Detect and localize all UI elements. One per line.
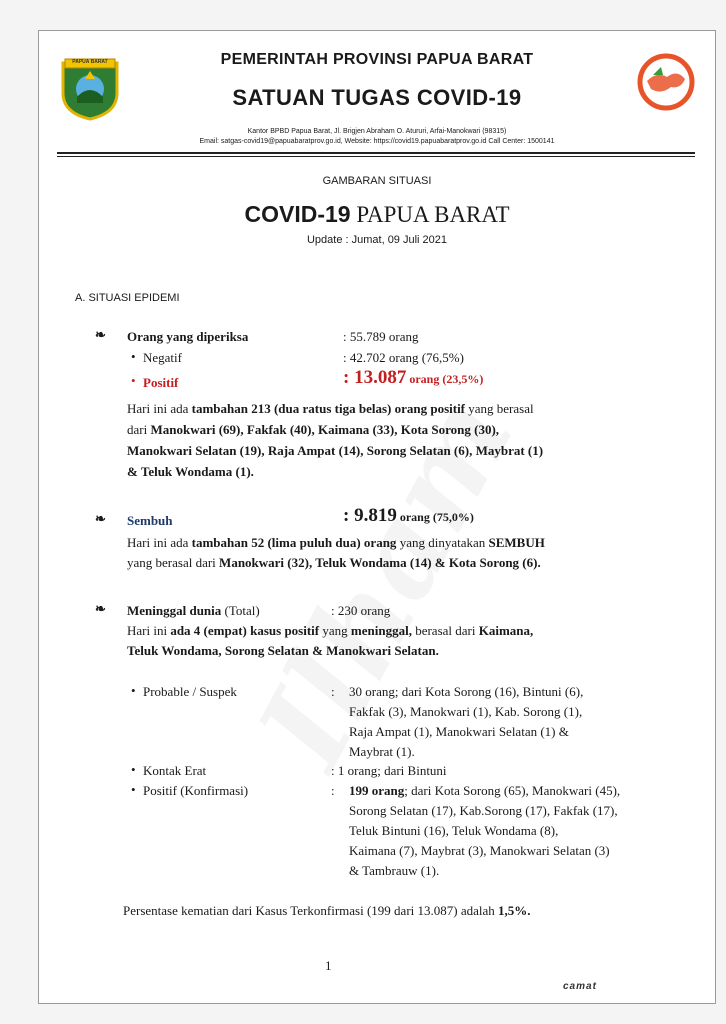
probable-line: Maybrat (1). (349, 744, 415, 759)
negative-value: : 42.702 orang (76,5%) (343, 350, 464, 365)
title-bold: COVID-19 (244, 201, 351, 227)
task-force-title: SATUAN TUGAS COVID-19 (232, 85, 522, 110)
document-title (39, 201, 715, 228)
confirmed-line: Sorong Selatan (17), Kab.Sorong (17), Fakfak (17), (349, 803, 618, 818)
deaths-value: : 230 orang (331, 603, 391, 618)
bullet-icon: • (131, 762, 136, 777)
probable-line: Fakfak (3), Manokwari (1), Kab. Sorong (1), (349, 704, 583, 719)
deaths-desc-line: Hari ini ada 4 (empat) kasus positif yang meninggal, berasal dari Kaimana, (127, 623, 534, 638)
fatality-rate: Persentase kematian dari Kasus Terkonfirmasi (199 dari 13.087) adalah 1,5%. (123, 903, 531, 918)
situation-heading: GAMBARAN SITUASI (322, 175, 432, 187)
positive-value (343, 366, 483, 391)
positive-desc-line: & Teluk Wondama (1). (127, 464, 254, 479)
address-line: Kantor BPBD Papua Barat, Jl. Brigjen Abraham O. Atururi, Arfai-Manokwari (98315) (247, 128, 507, 135)
header-rule-thin (57, 156, 695, 157)
confirmed-line: Kaimana (7), Maybrat (3), Manokwari Selatan (3) (349, 843, 610, 858)
close-contact-label: Kontak Erat (143, 763, 207, 778)
negative-label: Negatif (143, 350, 182, 365)
bullet-icon: • (131, 683, 136, 698)
section-a-heading: A. SITUASI EPIDEMI (75, 292, 180, 304)
tested-label: Orang yang diperiksa (127, 329, 249, 344)
probable-colon: : (331, 684, 335, 699)
close-contact-value: : 1 orang; dari Bintuni (331, 763, 447, 778)
confirmed-line: & Tambrauw (1). (349, 863, 440, 878)
bullet-icon: • (131, 373, 136, 388)
page-number: 1 (325, 958, 332, 973)
brand-watermark: camat (563, 981, 597, 992)
update-date: Update : Jumat, 09 Juli 2021 (306, 234, 448, 246)
confirmed-colon: : (331, 783, 335, 798)
recovered-desc-line: yang berasal dari Manokwari (32), Teluk Wondama (14) & Kota Sorong (6). (127, 555, 541, 570)
recovered-label: Sembuh (127, 513, 173, 528)
probable-line: Raja Ampat (1), Manokwari Selatan (1) & (349, 724, 569, 739)
probable-label: Probable / Suspek (143, 684, 237, 699)
section-bullet-icon: ❧ (95, 327, 106, 342)
recovered-rest: orang (75,0%) (396, 510, 474, 524)
positive-colon: : (343, 367, 355, 388)
positive-number: 13.087 (354, 367, 407, 388)
recovered-desc-line: Hari ini ada tambahan 52 (lima puluh dua) orang yang dinyatakan SEMBUH (127, 535, 545, 550)
confirmed-line: 199 orang; dari Kota Sorong (65), Manokwari (45), (349, 783, 621, 798)
title-rest: PAPUA BARAT (350, 202, 510, 227)
address-block (39, 127, 715, 147)
government-title: PEMERINTAH PROVINSI PAPUA BARAT (220, 51, 534, 68)
positive-rest: orang (23,5%) (406, 372, 484, 386)
tested-value: : 55.789 orang (343, 329, 419, 344)
bullet-icon: • (131, 349, 136, 364)
positive-desc-line: Hari ini ada tambahan 213 (dua ratus tiga belas) orang positif yang berasal (127, 401, 534, 416)
contact-line: Email: satgas-covid19@papuabaratprov.go.id, Website: https://covid19.papuabaratprov.go.id Call Center: 1500141 (199, 138, 555, 145)
deaths-label: Meninggal dunia (Total) (127, 603, 260, 618)
confirmed-line: Teluk Bintuni (16), Teluk Wondama (8), (349, 823, 559, 838)
positive-desc-line: dari Manokwari (69), Fakfak (40), Kaimana (33), Kota Sorong (30), (127, 422, 500, 437)
section-bullet-icon: ❧ (95, 511, 106, 526)
recovered-colon: : (343, 505, 355, 526)
bullet-icon: • (131, 782, 136, 797)
header-rule (57, 152, 695, 154)
positive-label: Positif (143, 375, 179, 390)
emblem-caption: PAPUA BARAT (72, 59, 108, 65)
positive-desc-line: Manokwari Selatan (19), Raja Ampat (14), Sorong Selatan (6), Maybrat (1) (127, 443, 544, 458)
probable-line: 30 orang; dari Kota Sorong (16), Bintuni (6), (349, 684, 584, 699)
document-page (38, 30, 716, 1004)
recovered-value (343, 504, 474, 529)
confirmed-label: Positif (Konfirmasi) (143, 783, 249, 798)
section-bullet-icon: ❧ (95, 601, 106, 616)
deaths-desc-line: Teluk Wondama, Sorong Selatan & Manokwari Selatan. (127, 643, 439, 658)
recovered-number: 9.819 (354, 505, 397, 526)
